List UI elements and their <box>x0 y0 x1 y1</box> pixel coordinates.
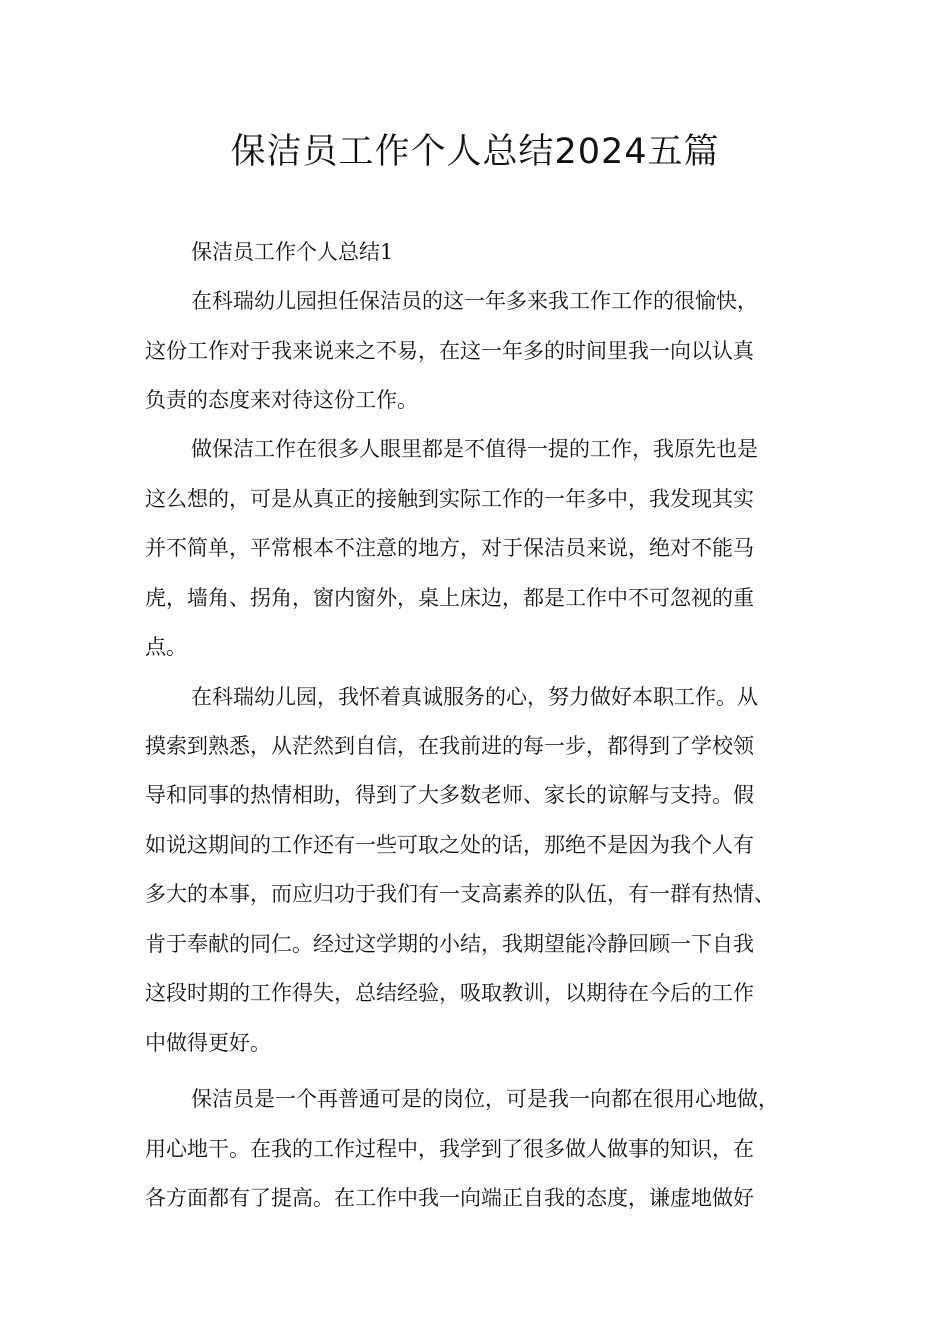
paragraph-line: 点。 <box>145 635 187 659</box>
paragraph-line: 多大的本事，而应归功于我们有一支高素养的队伍，有一群有热情、 <box>145 882 775 906</box>
paragraph-line: 摸索到熟悉，从茫然到自信，在我前进的每一步，都得到了学校领 <box>145 734 754 758</box>
paragraph-line: 肯于奉献的同仁。经过这学期的小结，我期望能冷静回顾一下自我 <box>145 932 754 956</box>
paragraph-line: 做保洁工作在很多人眼里都是不值得一提的工作，我原先也是 <box>191 437 758 461</box>
paragraph-line: 保洁员是一个再普通可是的岗位，可是我一向都在很用心地做， <box>191 1087 779 1111</box>
paragraph-line: 这么想的，可是从真正的接触到实际工作的一年多中，我发现其实 <box>145 487 754 511</box>
paragraph-line: 负责的态度来对待这份工作。 <box>145 388 418 412</box>
paragraph-line: 在科瑞幼儿园担任保洁员的这一年多来我工作工作的很愉快， <box>191 289 758 313</box>
paragraph-line: 这段时期的工作得失，总结经验，吸取教训，以期待在今后的工作 <box>145 981 754 1005</box>
paragraph-line: 用心地干。在我的工作过程中，我学到了很多做人做事的知识，在 <box>145 1137 754 1161</box>
paragraph-line: 导和同事的热情相助，得到了大多数老师、家长的谅解与支持。假 <box>145 783 754 807</box>
paragraph-line: 各方面都有了提高。在工作中我一向端正自我的态度，谦虚地做好 <box>145 1186 754 1210</box>
paragraph-line: 并不简单，平常根本不注意的地方，对于保洁员来说，绝对不能马 <box>145 536 754 560</box>
section-heading: 保洁员工作个人总结1 <box>191 240 394 264</box>
paragraph-line: 虎，墙角、拐角，窗内窗外，桌上床边，都是工作中不可忽视的重 <box>145 586 754 610</box>
paragraph-line: 这份工作对于我来说来之不易，在这一年多的时间里我一向以认真 <box>145 339 754 363</box>
document-title: 保洁员工作个人总结2024五篇 <box>230 132 720 172</box>
paragraph-line: 中做得更好。 <box>145 1031 271 1055</box>
paragraph-line: 如说这期间的工作还有一些可取之处的话，那绝不是因为我个人有 <box>145 833 754 857</box>
paragraph-line: 在科瑞幼儿园，我怀着真诚服务的心，努力做好本职工作。从 <box>191 685 758 709</box>
